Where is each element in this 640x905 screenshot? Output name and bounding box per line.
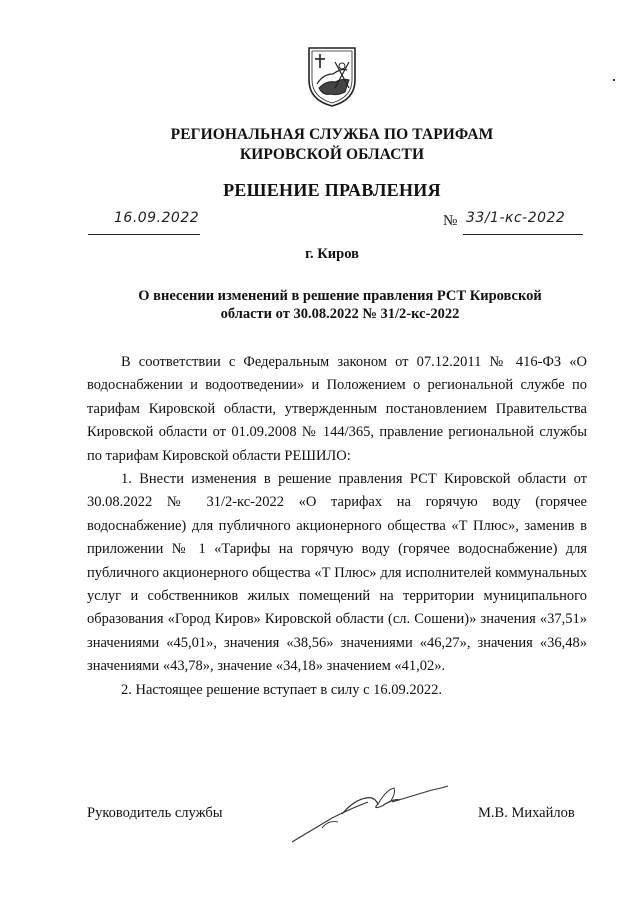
document-body bbox=[87, 351, 587, 702]
item-2-paragraph: 2. Настоящее решение вступает в силу с 16.09.2022. bbox=[121, 681, 443, 698]
handwritten-signature bbox=[282, 780, 452, 850]
signer-name: М.В. Михайлов bbox=[478, 805, 575, 821]
preamble-paragraph: В соответствии с Федеральным законом от 07.12.2011 № 416-ФЗ «О водоснабжении и водоотведении» и Положением о региональной службе по тарифам Кировской области, утвержденным постановлением Правительства Кировской области от 01.09.2008 № 144/365, правление региональной службы по тарифам Кировской области РЕШИЛО: bbox=[87, 354, 587, 464]
number-sign: № bbox=[443, 213, 458, 229]
scan-artifact bbox=[613, 79, 615, 81]
document-date: 16.09.2022 bbox=[114, 210, 200, 226]
document-number: 33/1-кс-2022 bbox=[466, 210, 566, 226]
coat-of-arms-icon bbox=[305, 44, 359, 108]
agency-name-line1: РЕГИОНАЛЬНАЯ СЛУЖБА ПО ТАРИФАМ bbox=[170, 126, 494, 143]
signer-position: Руководитель службы bbox=[87, 805, 223, 821]
agency-name-line2: КИРОВСКОЙ ОБЛАСТИ bbox=[239, 146, 425, 163]
item-1-paragraph: 1. Внести изменения в решение правления РСТ Кировской области от 30.08.2022 № 31/2-кс-2022 «О тарифах на горячую воду (горячее водоснабжение) для публичного акционерного общества «Т Плюс», заменив в приложении № 1 «Тарифы на горячую воду (горячее водоснабжение) для публичного акционерного общества «Т Плюс» для исполнителей коммунальных услуг и собственников жилых помещений на территории муниципального образования «Город Киров» Кировской области (сл. Сошени)» значения «37,51» значениями «45,01», значения «38,56» значениями «46,27», значения «36,48» значениями «43,78», значение «34,18» значением «41,02». bbox=[87, 471, 587, 675]
document-city: г. Киров bbox=[305, 246, 359, 262]
document-type: РЕШЕНИЕ ПРАВЛЕНИЯ bbox=[223, 180, 441, 200]
document-subject: О внесении изменений в решение правления РСТ Кировской области от 30.08.2022 № 31/2-кс-2022 bbox=[138, 288, 542, 322]
